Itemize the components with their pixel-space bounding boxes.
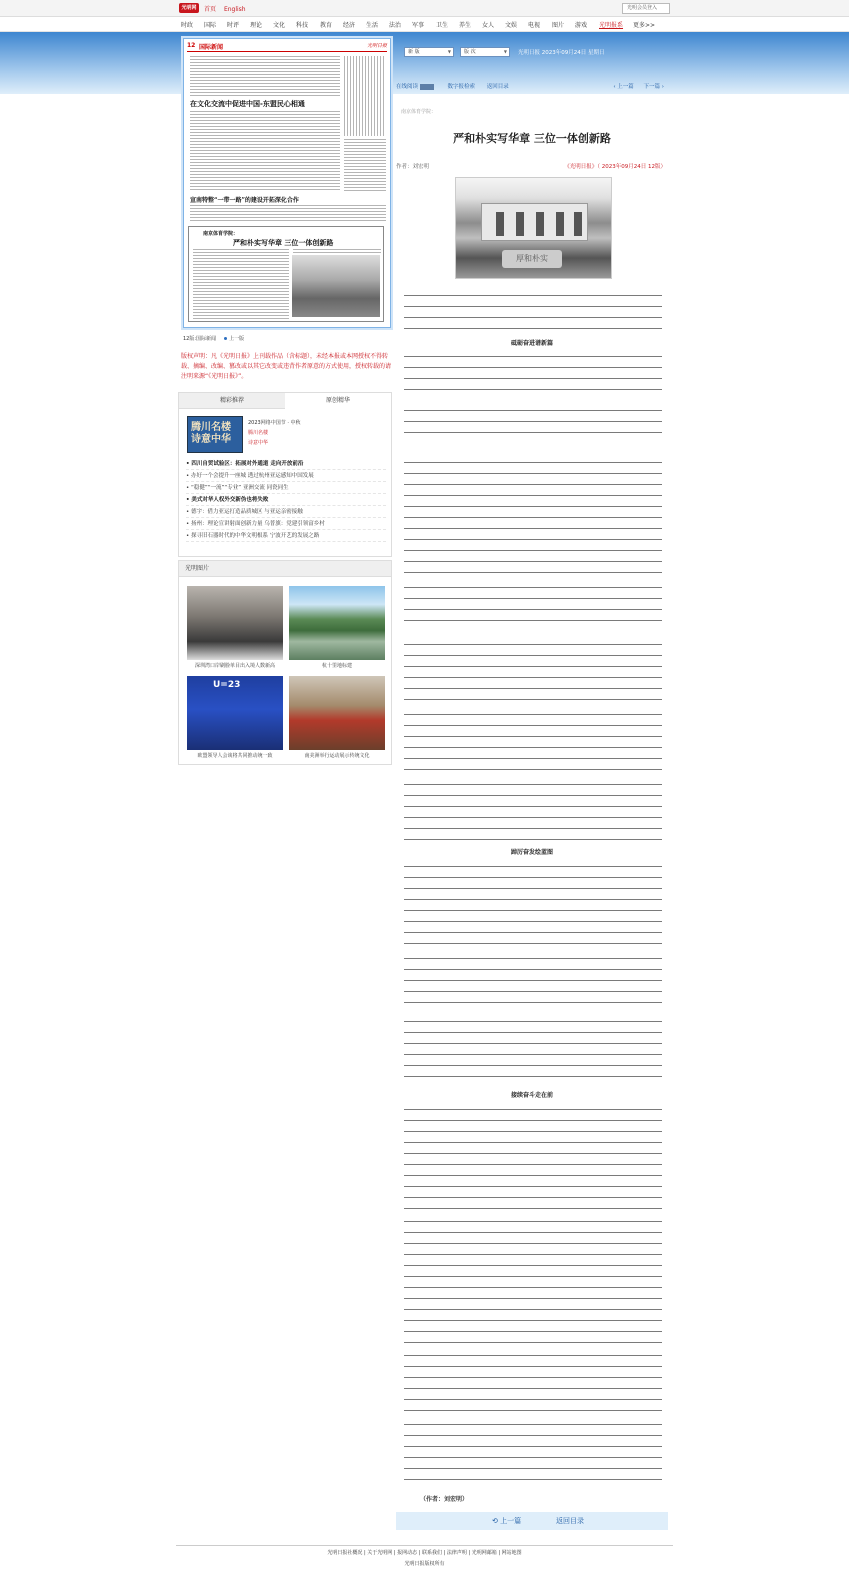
top-bar xyxy=(0,0,849,17)
paragraph xyxy=(404,1421,662,1483)
author-signature: （作者：刘宏明） xyxy=(420,1496,469,1503)
photo-thumbnail[interactable] xyxy=(289,586,385,660)
stone-inscription: 厚和朴实 xyxy=(502,250,562,268)
vertical-text-block xyxy=(344,56,386,136)
prev-arrow-icon: ⟲ xyxy=(492,1517,501,1525)
photo-thumbnail[interactable] xyxy=(187,676,283,750)
paragraph xyxy=(404,407,662,436)
page-name: 国际新闻 xyxy=(199,44,224,51)
text-block xyxy=(193,249,289,319)
login-box[interactable]: 光明会员登入 xyxy=(622,3,670,14)
nav-item[interactable]: 时政 xyxy=(181,22,194,29)
photo-caption[interactable]: 深圳湾口岸刷脸单目出入境人数新高 xyxy=(194,663,275,669)
block-subtitle: 南京体育学院： xyxy=(203,231,239,237)
search-link[interactable]: 数字报检索 xyxy=(447,84,476,90)
masthead: 光明日报 xyxy=(366,43,387,49)
edition-select[interactable]: 新 版 ▼ xyxy=(404,47,454,57)
toggle-icon[interactable] xyxy=(420,84,434,90)
photo-panel-title: 光明图片 xyxy=(179,561,391,577)
article-title: 严和朴实写华章 三位一体创新路 xyxy=(453,132,611,145)
top-links xyxy=(204,4,252,13)
section-heading: 踔厉奋发绘蓝图 xyxy=(510,849,553,856)
nav-item[interactable]: 法治 xyxy=(389,22,402,29)
feature-line[interactable]: 诗意中华 xyxy=(248,440,269,446)
list-item[interactable]: • 四川自贸试验区：拓展对外通道 走向开放前沿 xyxy=(186,458,386,470)
prev-page-link[interactable]: 上一版 xyxy=(229,336,245,342)
nav-item[interactable]: 时评 xyxy=(227,22,240,29)
tab-featured[interactable]: 精彩推荐 xyxy=(219,397,244,404)
newspaper-page-thumbnail[interactable] xyxy=(183,38,391,328)
photo-thumbnail[interactable] xyxy=(289,676,385,750)
page-number: 12 xyxy=(187,42,196,49)
photo-thumbnail[interactable] xyxy=(187,586,283,660)
channel-nav xyxy=(0,17,849,32)
online-reading-link[interactable]: 在线阅读 xyxy=(396,84,419,90)
feature-meta xyxy=(248,418,301,448)
block-title: 严和朴实写华章 三位一体创新路 xyxy=(233,238,334,247)
page-photo xyxy=(292,255,380,317)
nav-item[interactable]: 电视 xyxy=(528,22,541,29)
text-block xyxy=(190,111,340,191)
section-heading: 接续奋斗走在前 xyxy=(510,1092,553,1099)
copyright-notice: 版权声明：凡《光明日报》上刊载作品（含标题），未经本报或本网授权不得转载、摘编、改编、篡改或以其它改变或违背作者原意的方式使用，授权转载的请注明来源“《光明日报》”。 xyxy=(181,353,392,380)
nav-item[interactable]: 游戏 xyxy=(575,22,588,29)
headline[interactable]: 在文化交流中促进中国-东盟民心相通 xyxy=(190,99,305,108)
list-item[interactable]: • “稳健”“一流”“专业” 亚洲交流 同瓷同生 xyxy=(186,482,386,494)
paragraph xyxy=(404,514,662,576)
paragraph xyxy=(404,781,662,843)
back-to-index-link[interactable]: 返回目录 xyxy=(486,84,509,90)
recommend-list xyxy=(186,458,386,542)
paragraph xyxy=(404,1018,662,1080)
footer xyxy=(176,1545,673,1567)
feature-calligraphy: 腾川名楼 诗意中华 xyxy=(191,422,231,445)
current-page-label[interactable]: 12版:国际新闻 xyxy=(183,336,217,342)
section-heading: 砥砺奋进谱新篇 xyxy=(510,340,553,347)
photo-panel xyxy=(178,560,392,765)
nav-item[interactable]: 国际 xyxy=(204,22,217,29)
footer-links[interactable]: 光明日报社概况 | 关于光明网 | 报网动态 | 联系我们 | 法律声明 | 光明网邮箱 | 网站地图 xyxy=(327,1550,522,1556)
nav-item[interactable]: 理论 xyxy=(250,22,263,29)
bullet-icon xyxy=(224,337,227,340)
nav-item-more[interactable]: 更多>> xyxy=(633,22,656,29)
recommend-panel xyxy=(178,392,392,557)
list-item[interactable]: • 德宇：借力亚运打造品质城区 与亚运亲密接触 xyxy=(186,506,386,518)
paragraph xyxy=(404,711,662,773)
paragraph xyxy=(404,584,662,624)
article-toolbar xyxy=(396,82,668,92)
nav-item[interactable]: 科技 xyxy=(296,22,309,29)
nav-item[interactable]: 经济 xyxy=(343,22,356,29)
article-column: 南京体育学院： xyxy=(401,109,437,115)
recommend-tabs xyxy=(179,393,391,409)
nav-item-active[interactable]: 光明报系 xyxy=(599,22,624,29)
nav-item[interactable]: 卫生 xyxy=(436,22,449,29)
feature-line[interactable]: 2023网络中国节 · 中秋 xyxy=(248,420,301,426)
photo-caption[interactable]: 杭十里地标建 xyxy=(321,663,352,669)
paragraph xyxy=(404,1352,662,1414)
text-block xyxy=(344,139,386,191)
page-select[interactable]: 版 次 ▼ xyxy=(460,47,510,57)
nav-item[interactable]: 文化 xyxy=(273,22,286,29)
nav-item[interactable]: 生活 xyxy=(366,22,379,29)
photo-caption[interactable]: 南美洲举行运动展示传统文化 xyxy=(304,753,370,759)
feature-line[interactable]: 腾川名楼 xyxy=(248,430,269,436)
paragraph xyxy=(404,1106,662,1212)
page-navigation xyxy=(183,335,391,345)
photo-caption[interactable]: 欧盟领导人会谈将共同推动统一致 xyxy=(197,753,273,759)
nav-item[interactable]: 教育 xyxy=(320,22,333,29)
page-header xyxy=(187,42,387,52)
nav-item[interactable]: 女人 xyxy=(482,22,495,29)
list-item[interactable]: • 美式对华人权外交新伪也将失败 xyxy=(186,494,386,506)
nav-item[interactable]: 军事 xyxy=(412,22,425,29)
english-link[interactable]: English xyxy=(223,6,246,13)
u23-logo: U=23 xyxy=(213,680,241,690)
footer-copyright: 光明日报版权所有 xyxy=(404,1561,445,1567)
text-block xyxy=(190,205,386,223)
list-item[interactable]: • 探寻旧石器时代的中华文明根系 宁波开艺的发展之路 xyxy=(186,530,386,542)
article-author: 作者：刘宏明 xyxy=(396,164,430,170)
paragraph xyxy=(404,641,662,703)
bottom-navigation xyxy=(396,1512,668,1530)
paragraph xyxy=(404,1218,662,1346)
nav-item[interactable]: 图片 xyxy=(552,22,565,29)
headline[interactable]: 宣南特整“一带一路”的建设开拓深化合作 xyxy=(190,197,299,204)
article-meta xyxy=(396,162,668,172)
paragraph xyxy=(404,353,662,393)
tab-original[interactable]: 原创精华 xyxy=(285,393,391,409)
paragraph xyxy=(404,863,662,947)
list-item[interactable]: • 办好一个会提升一座城 透过杭州亚运感知中国发展 xyxy=(186,470,386,482)
article-source[interactable]: 《光明日报》（ 2023年09月24日 12版） xyxy=(564,164,666,170)
paragraph xyxy=(404,292,662,332)
nav-item[interactable]: 养生 xyxy=(459,22,472,29)
issue-date: 光明日报 2023年09月24日 星期日 xyxy=(518,50,605,56)
feature-image[interactable] xyxy=(187,416,243,453)
site-logo[interactable]: 光明网 xyxy=(179,3,199,13)
bottom-prev-link[interactable]: ⟲ 上一篇 xyxy=(492,1517,522,1525)
next-article-link[interactable]: 下一篇 › xyxy=(643,84,664,90)
article-pager xyxy=(613,82,664,90)
text-block xyxy=(190,56,340,96)
nav-item[interactable]: 文娱 xyxy=(505,22,518,29)
home-link[interactable]: 首页 xyxy=(204,6,217,13)
paragraph xyxy=(404,955,662,1006)
paragraph xyxy=(404,459,662,510)
prev-article-link[interactable]: ‹ 上一篇 xyxy=(613,84,634,90)
list-item[interactable]: • 扬州：理论宣讲射面创新力量 乌普旗：党建引领富乡村 xyxy=(186,518,386,530)
article-photo xyxy=(455,177,612,279)
bottom-back-link[interactable]: 返回目录 xyxy=(556,1517,584,1525)
building xyxy=(481,203,588,241)
